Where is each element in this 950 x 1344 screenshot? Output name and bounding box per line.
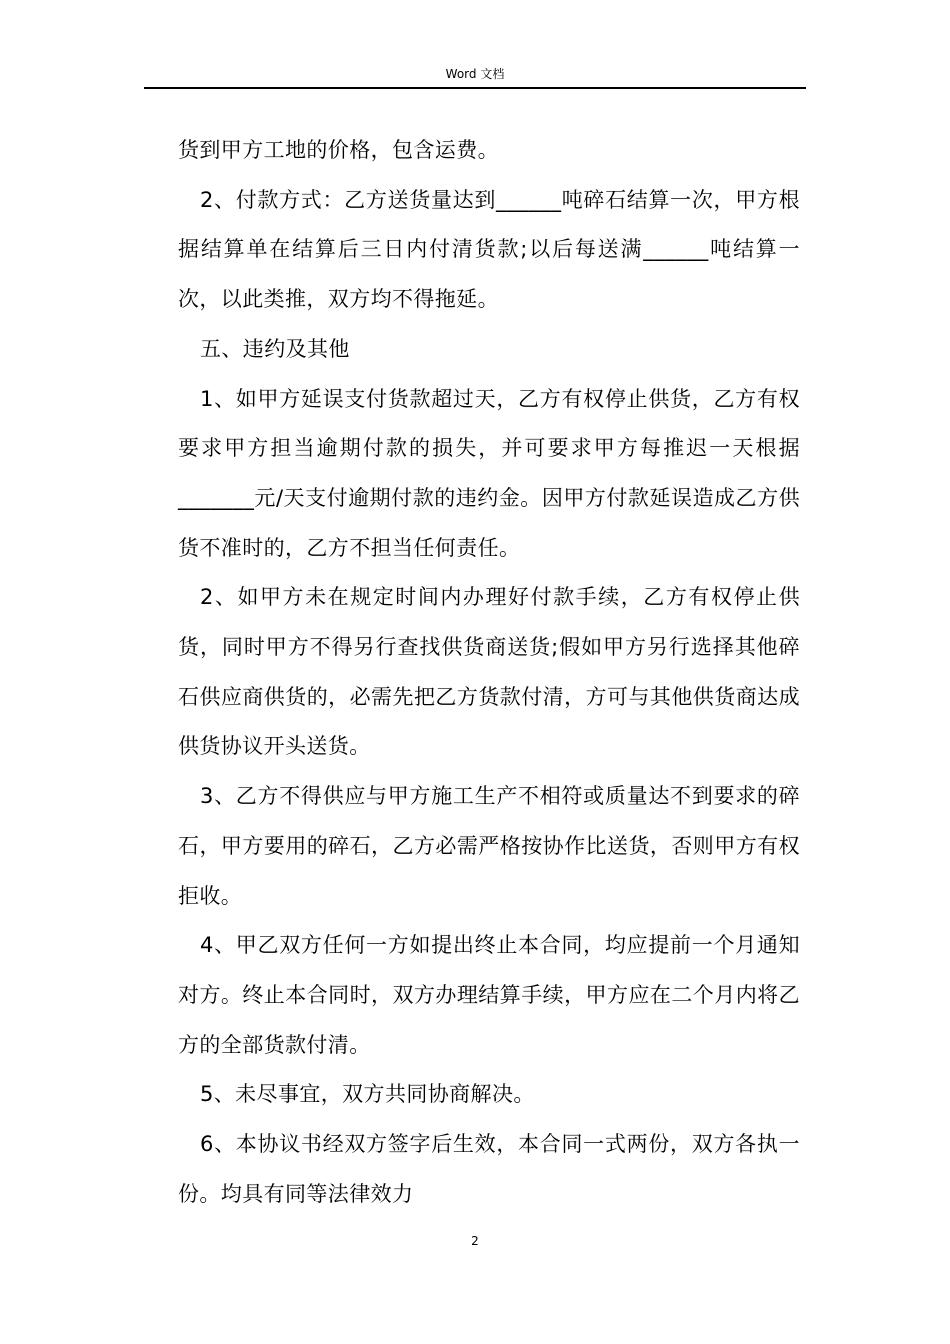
paragraph-clause-1: 1、如甲方延误支付货款超过天，乙方有权停止供货，乙方有权要求甲方担当逾期付款的损失，并可要求甲方每推迟一天根据_______元/天支付逾期付款的违约金。因甲方付款延误造成乙方供货不准时的，乙方不担当任何责任。 <box>178 386 800 560</box>
section-heading-breach: 五、违约及其他 <box>200 336 350 361</box>
page-number: 2 <box>471 1234 479 1248</box>
paragraph-clause-5: 5、未尽事宜，双方共同协商解决。 <box>200 1082 535 1107</box>
document-body <box>178 126 800 1219</box>
paragraph-price-continuation: 货到甲方工地的价格，包含运费。 <box>178 138 499 162</box>
paragraph-clause-6: 6、本协议书经双方签字后生效，本合同一式两份，双方各执一份。均具有同等法律效力 <box>178 1132 800 1206</box>
paragraph-clause-4: 4、甲乙双方任何一方如提出终止本合同，均应提前一个月通知对方。终止本合同时，双方办理结算手续，甲方应在二个月内将乙方的全部货款付清。 <box>178 933 800 1057</box>
header-divider <box>144 87 806 89</box>
paragraph-clause-3: 3、乙方不得供应与甲方施工生产不相符或质量达不到要求的碎石，甲方要用的碎石，乙方必需严格按协作比送货，否则甲方有权拒收。 <box>178 784 800 908</box>
page-header: Word 文档 <box>445 67 505 81</box>
paragraph-clause-2: 2、如甲方未在规定时间内办理好付款手续，乙方有权停止供货，同时甲方不得另行查找供货商送货;假如甲方另行选择其他碎石供应商供货的，必需先把乙方货款付清，方可与其他供货商达成供货协议开头送货。 <box>178 585 800 759</box>
paragraph-payment-method: 2、付款方式：乙方送货量达到______吨碎石结算一次，甲方根据结算单在结算后三日内付清货款;以后每送满______吨结算一次，以此类推，双方均不得拖延。 <box>178 187 800 312</box>
